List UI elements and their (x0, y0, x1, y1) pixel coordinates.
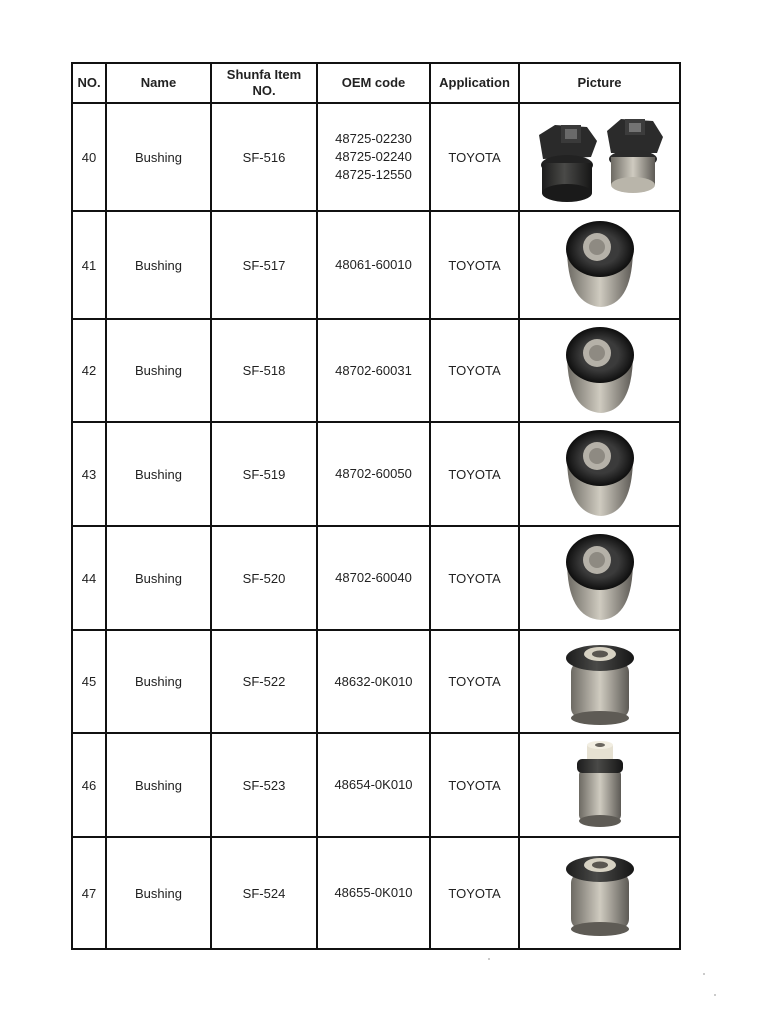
oem-code: 48725-02240 (335, 149, 412, 164)
row-name: Bushing (106, 103, 211, 211)
oem-code: 48632-0K010 (334, 673, 413, 689)
row-no: 47 (72, 837, 106, 949)
header-item-label: Shunfa Item NO. (226, 67, 302, 98)
row-no: 46 (72, 733, 106, 837)
oem-code: 48061-60010 (335, 257, 412, 272)
row-oem-codes (317, 837, 430, 949)
row-item-no: SF-522 (211, 630, 317, 733)
oem-code: 48702-60040 (335, 570, 412, 585)
header-item (211, 63, 317, 103)
row-item-no: SF-518 (211, 319, 317, 422)
row-application: TOYOTA (430, 103, 519, 211)
table-body (72, 103, 680, 949)
bushing-product-image (520, 323, 679, 419)
oem-code: 48702-60050 (335, 466, 412, 481)
bushing-product-image (520, 634, 679, 730)
row-picture (519, 103, 680, 211)
row-picture (519, 422, 680, 526)
table-row (72, 319, 680, 422)
row-oem-codes (317, 103, 430, 211)
bushing-product-image (520, 426, 679, 522)
bushing-product-image (520, 737, 679, 833)
bushing-product-image (520, 530, 679, 626)
row-no: 41 (72, 211, 106, 319)
table-row (72, 103, 680, 211)
table-row (72, 526, 680, 630)
row-item-no: SF-520 (211, 526, 317, 630)
header-row (72, 63, 680, 103)
row-name: Bushing (106, 526, 211, 630)
row-picture (519, 837, 680, 949)
bushing-product-image (520, 107, 679, 207)
scan-speck (714, 994, 716, 996)
row-item-no: SF-519 (211, 422, 317, 526)
row-item-no: SF-524 (211, 837, 317, 949)
row-application: TOYOTA (430, 526, 519, 630)
row-oem-codes (317, 422, 430, 526)
row-picture (519, 630, 680, 733)
parts-table (71, 62, 681, 950)
header-no: NO. (72, 63, 106, 103)
row-no: 43 (72, 422, 106, 526)
row-picture (519, 733, 680, 837)
row-picture (519, 211, 680, 319)
row-picture (519, 526, 680, 630)
oem-code: 48725-12550 (335, 167, 412, 182)
oem-code: 48725-02230 (335, 131, 412, 146)
row-oem-codes (317, 733, 430, 837)
header-oem: OEM code (317, 63, 430, 103)
table-row (72, 422, 680, 526)
row-application: TOYOTA (430, 733, 519, 837)
table-row (72, 630, 680, 733)
header-picture: Picture (519, 63, 680, 103)
bushing-product-image (520, 217, 679, 313)
header-name: Name (106, 63, 211, 103)
row-no: 45 (72, 630, 106, 733)
table-row (72, 837, 680, 949)
oem-code: 48702-60031 (335, 362, 412, 378)
row-oem-codes (317, 630, 430, 733)
bushing-product-image (520, 845, 679, 941)
scan-speck (488, 958, 490, 960)
header-application: Application (430, 63, 519, 103)
row-oem-codes (317, 211, 430, 319)
oem-code: 48654-0K010 (334, 777, 413, 792)
table-row (72, 211, 680, 319)
row-oem-codes (317, 319, 430, 422)
row-item-no: SF-523 (211, 733, 317, 837)
table-row (72, 733, 680, 837)
row-no: 40 (72, 103, 106, 211)
row-name: Bushing (106, 733, 211, 837)
row-oem-codes (317, 526, 430, 630)
row-application: TOYOTA (430, 211, 519, 319)
row-name: Bushing (106, 837, 211, 949)
row-no: 42 (72, 319, 106, 422)
oem-code: 48655-0K010 (334, 885, 413, 900)
row-item-no: SF-516 (211, 103, 317, 211)
row-item-no: SF-517 (211, 211, 317, 319)
row-application: TOYOTA (430, 319, 519, 422)
scan-speck (703, 973, 705, 975)
row-no: 44 (72, 526, 106, 630)
row-name: Bushing (106, 211, 211, 319)
row-application: TOYOTA (430, 630, 519, 733)
row-name: Bushing (106, 319, 211, 422)
row-application: TOYOTA (430, 422, 519, 526)
row-name: Bushing (106, 630, 211, 733)
row-picture (519, 319, 680, 422)
row-application: TOYOTA (430, 837, 519, 949)
row-name: Bushing (106, 422, 211, 526)
